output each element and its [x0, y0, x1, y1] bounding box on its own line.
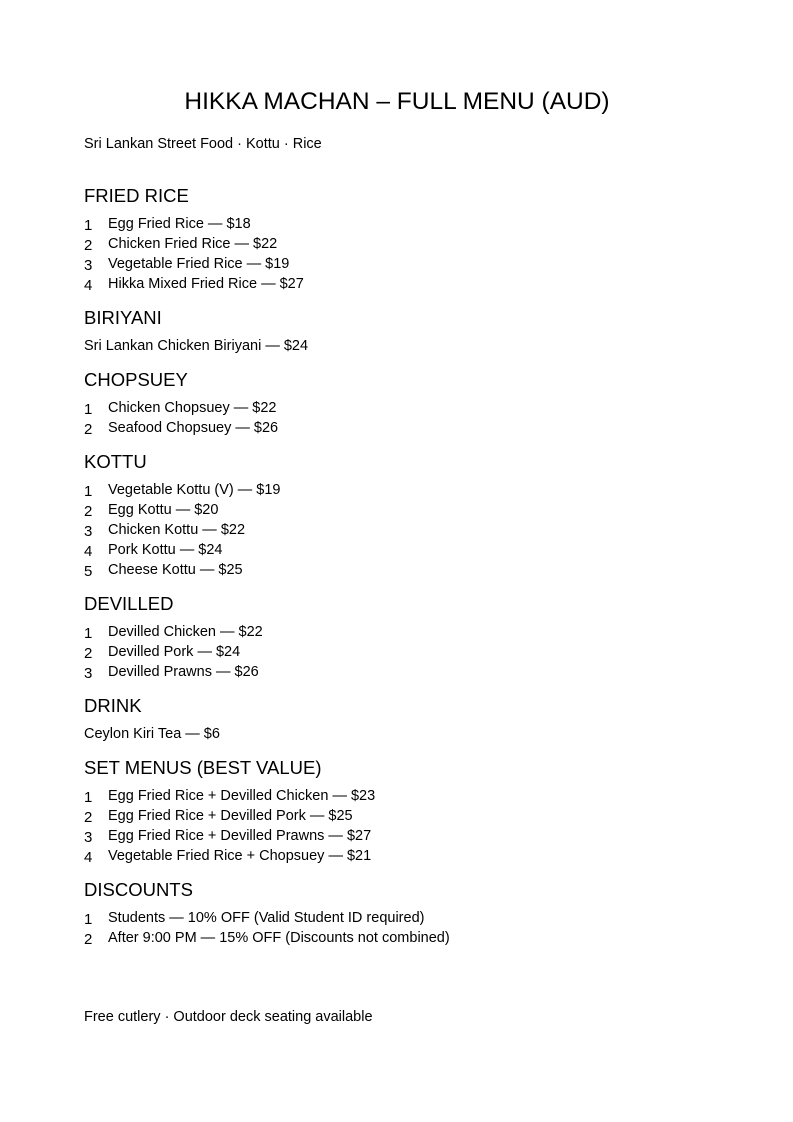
menu-item — [84, 642, 724, 662]
menu-item — [84, 500, 724, 520]
item-number: 3 — [84, 829, 93, 846]
menu-item — [84, 274, 724, 294]
menu-item — [84, 826, 724, 846]
item-number: 1 — [84, 483, 93, 500]
menu-section — [84, 695, 724, 744]
menu-item — [84, 622, 724, 642]
item-number: 5 — [84, 563, 93, 580]
item-text: Vegetable Fried Rice + Chopsuey — $21 — [108, 848, 372, 864]
item-number: 1 — [84, 217, 93, 234]
item-text: Egg Fried Rice + Devilled Prawns — $27 — [108, 828, 372, 844]
item-number: 2 — [84, 809, 93, 826]
section-heading: BIRIYANI — [84, 307, 162, 328]
menu-item — [84, 806, 724, 826]
section-heading: FRIED RICE — [84, 185, 189, 206]
menu-section — [84, 451, 724, 580]
item-number: 4 — [84, 543, 93, 560]
item-text: Devilled Chicken — $22 — [108, 624, 263, 640]
menu-section — [84, 757, 724, 866]
menu-item — [84, 908, 724, 928]
section-heading: SET MENUS (BEST VALUE) — [84, 757, 322, 778]
menu-item — [84, 398, 724, 418]
section-heading: KOTTU — [84, 451, 147, 472]
menu-section — [84, 369, 724, 438]
item-text: Egg Fried Rice + Devilled Pork — $25 — [108, 808, 353, 824]
item-text: Cheese Kottu — $25 — [108, 562, 243, 578]
item-number: 1 — [84, 401, 93, 418]
page-subtitle: Sri Lankan Street Food · Kottu · Rice — [84, 136, 322, 152]
menu-sections — [84, 185, 724, 961]
item-text: Egg Fried Rice — $18 — [108, 216, 251, 232]
item-number: 1 — [84, 911, 93, 928]
section-heading: CHOPSUEY — [84, 369, 188, 390]
menu-item — [84, 418, 724, 438]
item-number: 2 — [84, 645, 93, 662]
menu-item — [84, 560, 724, 580]
item-text: Vegetable Fried Rice — $19 — [108, 256, 290, 272]
menu-item — [84, 480, 724, 500]
item-text: Vegetable Kottu (V) — $19 — [108, 482, 281, 498]
menu-item-list — [84, 622, 724, 682]
item-text: Devilled Pork — $24 — [108, 644, 241, 660]
menu-section — [84, 593, 724, 682]
menu-item-list — [84, 214, 724, 294]
menu-item — [84, 786, 724, 806]
item-text: Hikka Mixed Fried Rice — $27 — [108, 276, 304, 292]
page-title: HIKKA MACHAN – FULL MENU (AUD) — [184, 88, 610, 115]
menu-item-list — [84, 908, 724, 948]
item-number: 3 — [84, 665, 93, 682]
item-number: 4 — [84, 849, 93, 866]
menu-item — [84, 214, 724, 234]
menu-item-list — [84, 786, 724, 866]
item-number: 4 — [84, 277, 93, 294]
menu-item — [84, 520, 724, 540]
section-heading: DISCOUNTS — [84, 879, 193, 900]
item-text: Egg Fried Rice + Devilled Chicken — $23 — [108, 788, 376, 804]
menu-item-list — [84, 480, 724, 580]
menu-item — [84, 662, 724, 682]
item-text: Chicken Kottu — $22 — [108, 522, 246, 538]
menu-item-list — [84, 398, 724, 438]
item-number: 1 — [84, 789, 93, 806]
menu-section — [84, 879, 724, 948]
item-text: After 9:00 PM — 15% OFF (Discounts not combined) — [108, 930, 450, 946]
item-text: Pork Kottu — $24 — [108, 542, 223, 558]
menu-item — [84, 928, 724, 948]
menu-item — [84, 234, 724, 254]
item-text: Devilled Prawns — $26 — [108, 664, 259, 680]
item-number: 2 — [84, 931, 93, 948]
item-text: Chicken Chopsuey — $22 — [108, 400, 277, 416]
item-text: Students — 10% OFF (Valid Student ID required) — [108, 910, 425, 926]
menu-item: Sri Lankan Chicken Biriyani — $24 — [84, 338, 309, 354]
item-number: 3 — [84, 523, 93, 540]
menu-item — [84, 254, 724, 274]
item-number: 3 — [84, 257, 93, 274]
section-heading: DEVILLED — [84, 593, 174, 614]
menu-section — [84, 185, 724, 294]
menu-item — [84, 540, 724, 560]
item-number: 2 — [84, 421, 93, 438]
item-text: Seafood Chopsuey — $26 — [108, 420, 279, 436]
menu-item: Ceylon Kiri Tea — $6 — [84, 726, 220, 742]
item-text: Chicken Fried Rice — $22 — [108, 236, 278, 252]
item-number: 2 — [84, 503, 93, 520]
item-number: 2 — [84, 237, 93, 254]
section-heading: DRINK — [84, 695, 142, 716]
item-text: Egg Kottu — $20 — [108, 502, 219, 518]
item-number: 1 — [84, 625, 93, 642]
page-footer: Free cutlery · Outdoor deck seating available — [84, 1009, 373, 1025]
menu-item — [84, 846, 724, 866]
menu-section — [84, 307, 724, 356]
